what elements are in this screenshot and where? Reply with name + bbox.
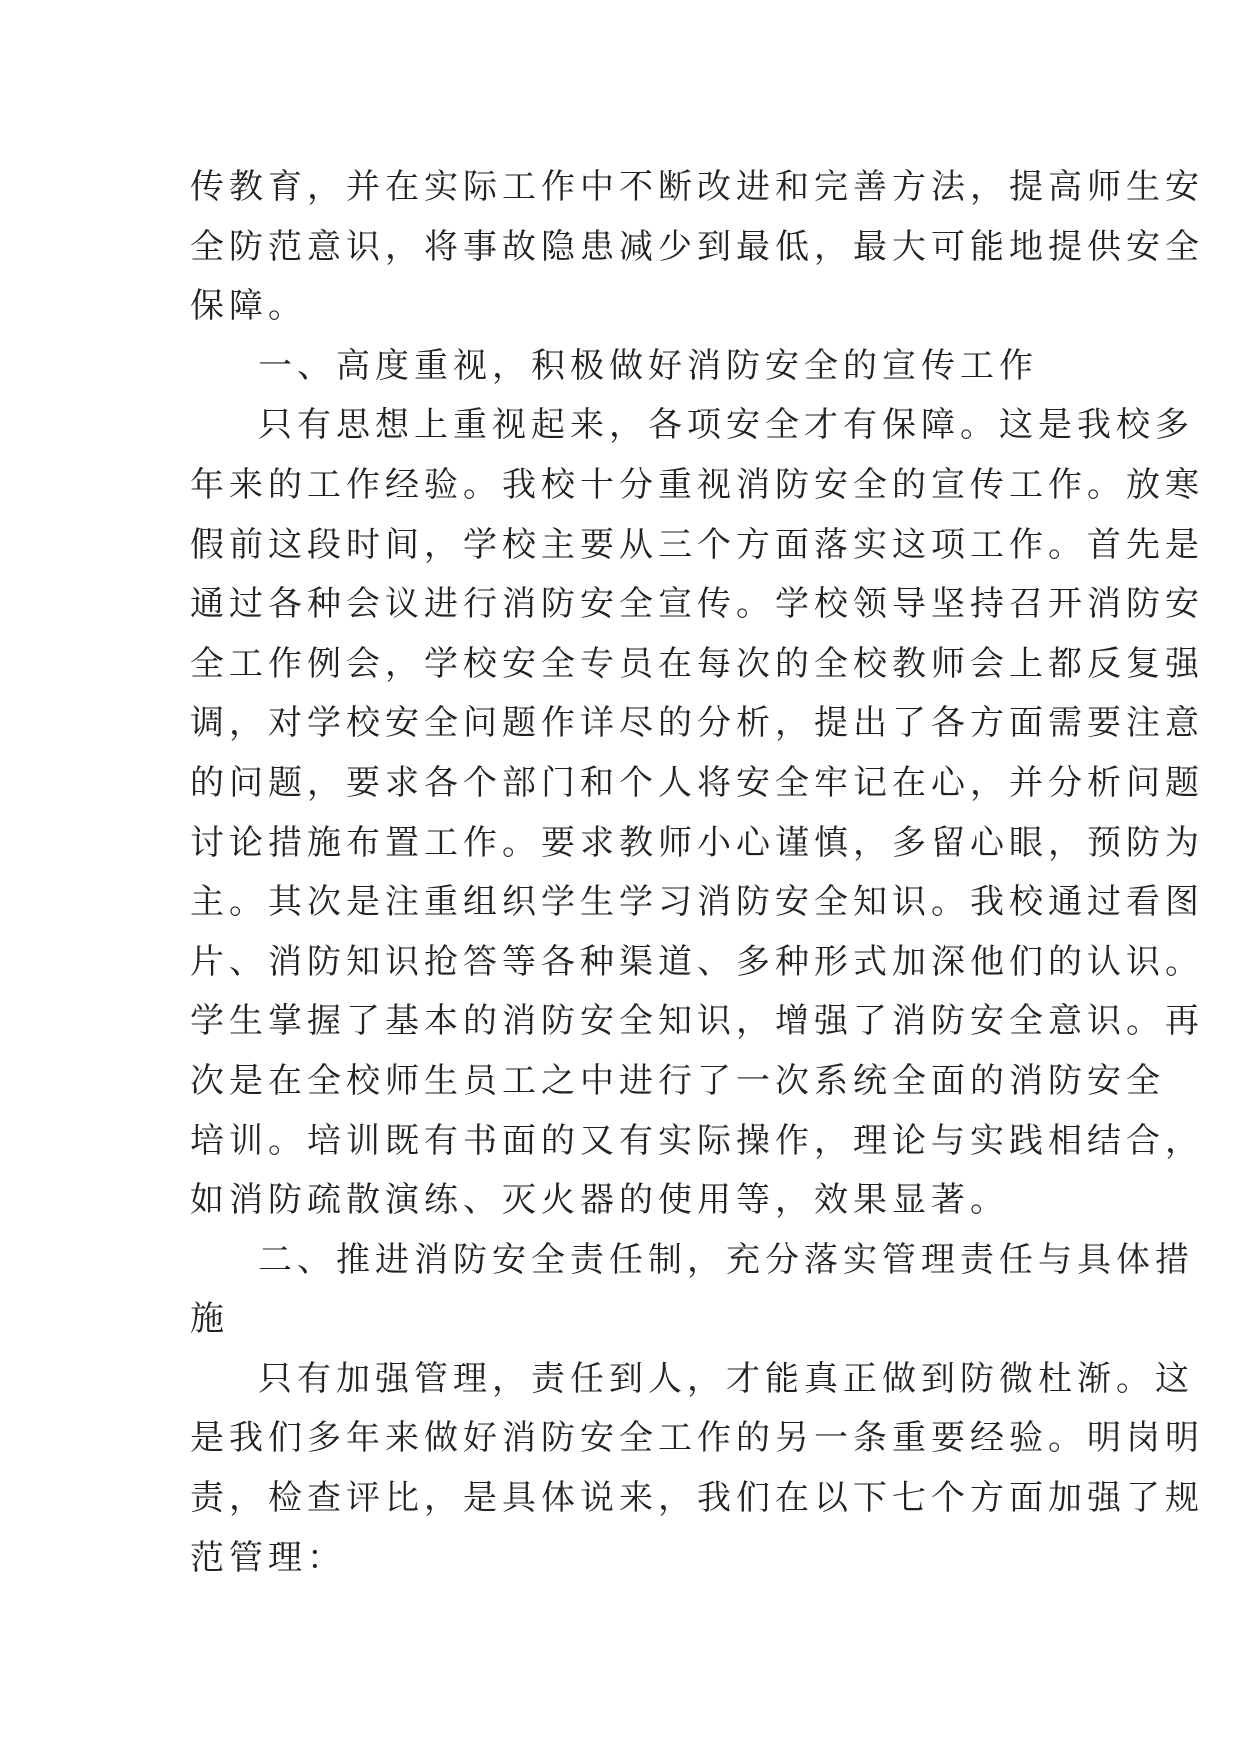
section-heading: 一、高度重视，积极做好消防安全的宣传工作 — [258, 345, 1038, 386]
paragraph-line: 保障。 — [190, 286, 307, 327]
paragraph-line: 调，对学校安全问题作详尽的分析，提出了各方面需要注意 — [190, 703, 1204, 744]
section-heading: 施 — [190, 1299, 229, 1340]
paragraph-line: 全工作例会，学校安全专员在每次的全校教师会上都反复强 — [190, 643, 1204, 684]
paragraph-line: 的问题，要求各个部门和个人将安全牢记在心，并分析问题 — [190, 762, 1204, 803]
paragraph-line: 全防范意识，将事故隐患减少到最低，最大可能地提供安全 — [190, 226, 1204, 267]
paragraph-line: 假前这段时间，学校主要从三个方面落实这项工作。首先是 — [190, 524, 1204, 565]
paragraph-line: 讨论措施布置工作。要求教师小心谨慎，多留心眼，预防为 — [190, 822, 1204, 863]
paragraph-line: 通过各种会议进行消防安全宣传。学校领导坚持召开消防安 — [190, 584, 1204, 625]
paragraph-line: 年来的工作经验。我校十分重视消防安全的宣传工作。放寒 — [190, 464, 1204, 505]
paragraph-line: 主。其次是注重组织学生学习消防安全知识。我校通过看图 — [190, 882, 1204, 923]
section-heading: 二、推进消防安全责任制，充分落实管理责任与具体措 — [258, 1239, 1194, 1280]
document-body — [190, 158, 1204, 1588]
paragraph-line: 是我们多年来做好消防安全工作的另一条重要经验。明岗明 — [190, 1418, 1204, 1459]
paragraph-line: 学生掌握了基本的消防安全知识，增强了消防安全意识。再 — [190, 1001, 1204, 1042]
paragraph-line: 次是在全校师生员工之中进行了一次系统全面的消防安全 — [190, 1060, 1165, 1101]
paragraph-line: 如消防疏散演练、灭火器的使用等，效果显著。 — [190, 1180, 1009, 1221]
paragraph-line: 片、消防知识抢答等各种渠道、多种形式加深他们的认识。 — [190, 941, 1204, 982]
paragraph-line: 只有加强管理，责任到人，才能真正做到防微杜渐。这 — [258, 1358, 1194, 1399]
paragraph-line: 只有思想上重视起来，各项安全才有保障。这是我校多 — [258, 405, 1194, 446]
paragraph-line: 责，检查评比，是具体说来，我们在以下七个方面加强了规 — [190, 1478, 1204, 1519]
paragraph-line: 培训。培训既有书面的又有实际操作，理论与实践相结合， — [190, 1120, 1204, 1161]
paragraph-line: 范管理： — [190, 1537, 346, 1578]
paragraph-line: 传教育，并在实际工作中不断改进和完善方法，提高师生安 — [190, 167, 1204, 207]
